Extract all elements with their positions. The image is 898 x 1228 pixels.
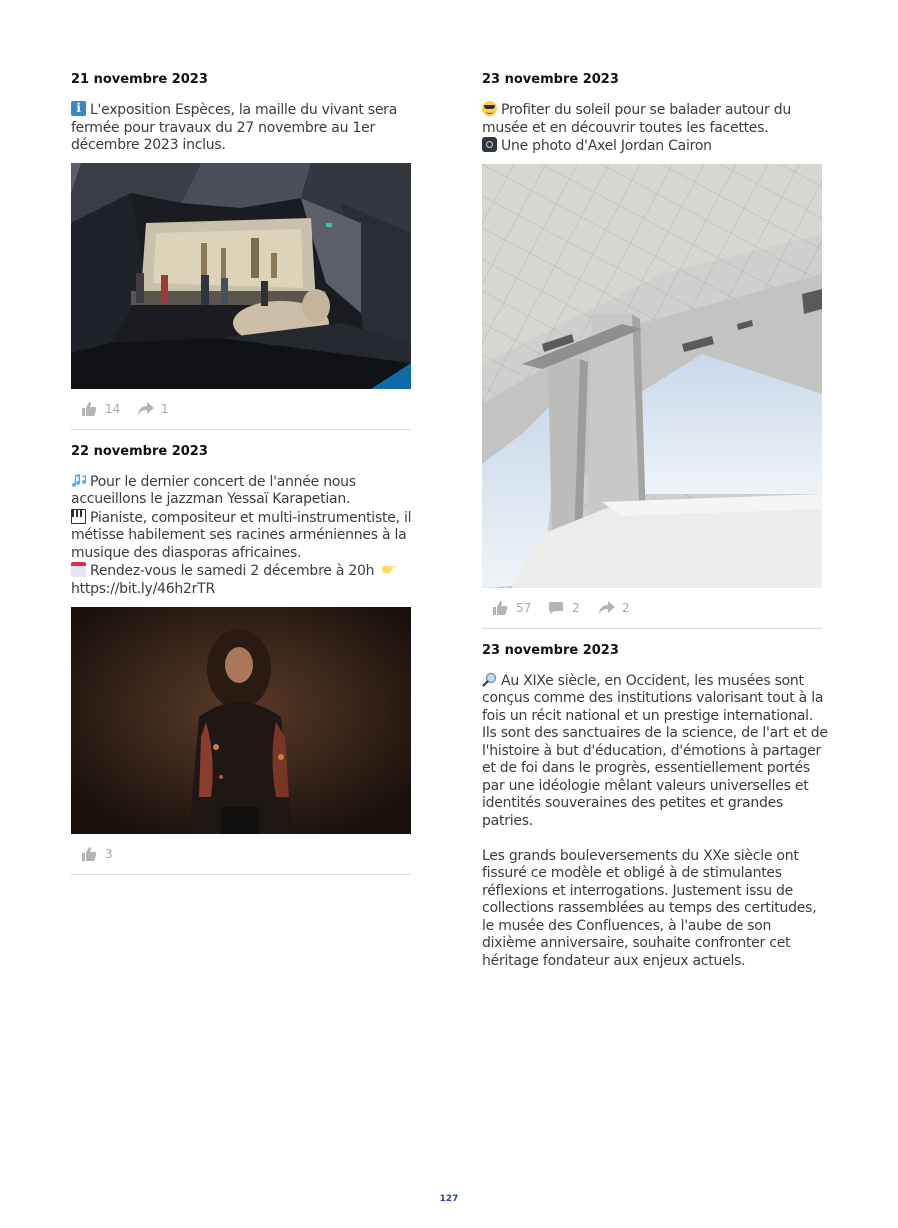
magnifying-glass-icon bbox=[482, 672, 497, 687]
piano-keys-icon bbox=[71, 509, 86, 524]
exhibition-hall-photo bbox=[71, 163, 411, 389]
thumbs-up-icon bbox=[492, 600, 508, 616]
camera-icon bbox=[482, 137, 497, 152]
left-column bbox=[71, 71, 411, 875]
post-stats: 57 2 2 bbox=[482, 588, 822, 629]
post-2023-11-21 bbox=[71, 71, 411, 430]
post-date: 22 novembre 2023 bbox=[71, 443, 208, 459]
share-arrow-icon bbox=[598, 600, 616, 616]
comment-bubble-icon bbox=[548, 600, 564, 616]
museum-architecture-photo bbox=[482, 164, 822, 588]
right-column bbox=[482, 71, 828, 970]
post-stats: 14 1 bbox=[71, 389, 411, 430]
post-2023-11-23-photo bbox=[482, 71, 822, 629]
calendar-icon bbox=[71, 562, 86, 577]
musician-portrait-photo bbox=[71, 607, 411, 834]
bitly-link[interactable]: https://bit.ly/46h2rTR bbox=[71, 580, 215, 597]
post-stats: 3 bbox=[71, 834, 411, 875]
sunglasses-face-icon bbox=[482, 101, 497, 116]
thumbs-up-icon bbox=[81, 401, 97, 417]
post-text: Pour le dernier concert de l'année nous accueillons le jazzman Yessaï Karapetian. Pianiste, compositeur et multi-instrumentiste, il métisse habilement ses racines arméniennes à la musique des diasporas africaines. Rendez-vous le samedi 2 décembre à 20h https://bit.ly/46h2rTR bbox=[71, 473, 412, 597]
post-date: 23 novembre 2023 bbox=[482, 72, 619, 87]
post-text: Profiter du soleil pour se balader autour du musée et en découvrir toutes les facettes. Une photo d'Axel Jordan Cairon bbox=[482, 102, 792, 154]
page-number: 127 bbox=[439, 1194, 459, 1204]
post-date: 21 novembre 2023 bbox=[71, 72, 208, 87]
post-2023-11-22 bbox=[71, 443, 411, 876]
post-date: 23 novembre 2023 bbox=[482, 642, 619, 658]
info-icon bbox=[71, 101, 86, 116]
share-arrow-icon bbox=[137, 401, 155, 417]
thumbs-up-icon bbox=[81, 846, 97, 862]
post-2023-11-23-text bbox=[482, 642, 828, 971]
post-text: iL'exposition Espèces, la maille du vivant sera fermée pour travaux du 27 novembre au 1er décembre 2023 inclus. bbox=[71, 101, 411, 155]
pointing-right-icon bbox=[381, 562, 396, 577]
post-text: Au XIXe siècle, en Occident, les musées sont conçus comme des institutions valorisant tout à la fois un récit national et un prestige international. Ils sont des sanctuaires de la science, de l'art et de l'histoire à but d'éducation, d'émotions à partager et de foi dans le progrès, essentiellement portés par une idéologie mêlant valeurs universelles et identités souveraines des petites et grandes patries. Les grands bouleversements du XXe siècle ont fissuré ce modèle et obligé à de stimulantes réflexions et interrogations. Justement issu de collections rassemblées au temps des certitudes, le musée des Confluences, à l'aube de son dixième anniversaire, souhaite confronter cet héritage fondateur aux enjeux actuels. bbox=[482, 672, 828, 969]
music-notes-icon bbox=[71, 473, 86, 488]
